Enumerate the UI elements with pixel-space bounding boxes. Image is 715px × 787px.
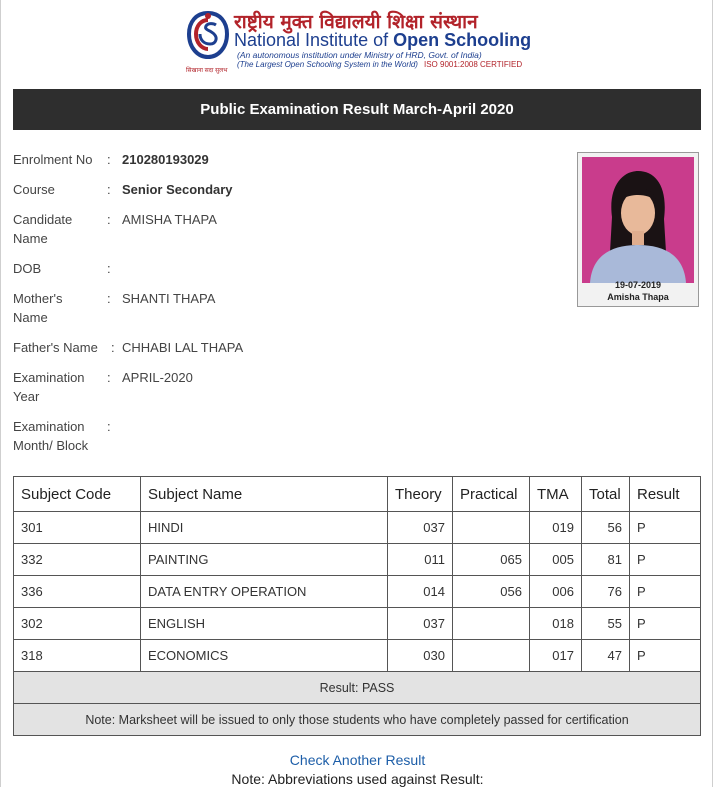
tma-cell: 019 — [530, 512, 582, 544]
iso-certified-text: ISO 9001:2008 CERTIFIED — [423, 60, 523, 69]
logo-subtitle-2-text: (The Largest Open Schooling System in the World) — [237, 60, 418, 69]
result-cell: P — [630, 512, 701, 544]
photo-date: 19-07-2019 — [614, 280, 662, 290]
theory-cell: 030 — [388, 640, 453, 672]
logo-english-bold: Open Schooling — [393, 30, 532, 50]
result-cell: P — [630, 608, 701, 640]
logo-hindi-text: राष्ट्रीय मुक्त विद्यालयी शिक्षा संस्थान — [234, 11, 478, 33]
dob-row — [13, 259, 573, 289]
total-cell: 47 — [582, 640, 630, 672]
practical-cell — [453, 608, 530, 640]
colon: : — [111, 340, 115, 355]
mother-label: Mother's Name — [13, 291, 63, 325]
subject-code-cell: 336 — [14, 576, 141, 608]
logo-english-prefix: National Institute of — [234, 30, 394, 50]
nios-logo — [186, 8, 546, 72]
course-label: Course — [13, 182, 55, 197]
subject-code-cell: 318 — [14, 640, 141, 672]
total-cell: 76 — [582, 576, 630, 608]
exam-year-label: Examination Year — [13, 370, 85, 404]
dob-label: DOB — [13, 261, 42, 276]
table-row — [14, 512, 701, 544]
col-subject-code: Subject Code — [14, 477, 141, 512]
practical-cell: 065 — [453, 544, 530, 576]
table-row — [14, 640, 701, 672]
enrolment-value: 210280193029 — [122, 152, 209, 167]
marksheet-note: Note: Marksheet will be issued to only those students who have completely passed for certification — [14, 704, 701, 736]
tma-cell: 006 — [530, 576, 582, 608]
colon: : — [107, 370, 111, 385]
result-cell: P — [630, 576, 701, 608]
theory-cell: 037 — [388, 512, 453, 544]
colon: : — [107, 261, 111, 276]
enrolment-label: Enrolment No — [13, 152, 93, 167]
nios-emblem-icon — [186, 10, 230, 70]
subject-name-cell: HINDI — [141, 512, 388, 544]
candidate-label: Candidate Name — [13, 212, 73, 246]
mother-row — [13, 289, 573, 338]
colon: : — [107, 182, 111, 197]
candidate-row — [13, 210, 573, 259]
subject-name-cell: ENGLISH — [141, 608, 388, 640]
candidate-value: AMISHA THAPA — [122, 212, 217, 227]
enrolment-row — [13, 150, 573, 180]
total-cell: 55 — [582, 608, 630, 640]
note-row — [14, 704, 701, 736]
tma-cell: 017 — [530, 640, 582, 672]
course-row — [13, 180, 573, 210]
table-row — [14, 576, 701, 608]
photo-image — [582, 157, 694, 283]
course-value: Senior Secondary — [122, 182, 233, 197]
subject-name-cell: ECONOMICS — [141, 640, 388, 672]
table-row — [14, 544, 701, 576]
result-cell: P — [630, 640, 701, 672]
theory-cell: 011 — [388, 544, 453, 576]
logo-subtitle-1: (An autonomous institution under Ministry of HRD, Govt. of India) — [237, 50, 482, 60]
subject-code-cell: 301 — [14, 512, 141, 544]
theory-cell: 014 — [388, 576, 453, 608]
mother-value: SHANTI THAPA — [122, 291, 216, 306]
logo-subtitle-2 — [237, 60, 522, 69]
page-title: Public Examination Result March-April 2020 — [13, 89, 701, 130]
check-another-result-link[interactable]: Check Another Result — [289, 752, 426, 768]
father-value: CHHABI LAL THAPA — [122, 340, 244, 355]
subject-code-cell: 302 — [14, 608, 141, 640]
colon: : — [107, 291, 111, 306]
exam-month-label: Examination Month/ Block — [13, 419, 89, 453]
result-cell: P — [630, 544, 701, 576]
practical-cell: 056 — [453, 576, 530, 608]
total-cell: 56 — [582, 512, 630, 544]
father-label: Father's Name — [13, 340, 98, 355]
col-subject-name: Subject Name — [141, 477, 388, 512]
theory-cell: 037 — [388, 608, 453, 640]
table-header-row — [14, 477, 701, 512]
table-row — [14, 608, 701, 640]
marks-table — [13, 476, 701, 736]
col-tma: TMA — [530, 477, 582, 512]
total-cell: 81 — [582, 544, 630, 576]
col-total: Total — [582, 477, 630, 512]
exam-month-row — [13, 417, 573, 457]
exam-year-row — [13, 368, 573, 417]
subject-code-cell: 332 — [14, 544, 141, 576]
subject-name-cell: PAINTING — [141, 544, 388, 576]
person-silhouette-icon — [582, 157, 694, 283]
father-row — [13, 338, 573, 368]
col-result: Result — [630, 477, 701, 512]
subject-name-cell: DATA ENTRY OPERATION — [141, 576, 388, 608]
col-practical: Practical — [453, 477, 530, 512]
colon: : — [107, 419, 111, 434]
candidate-photo — [577, 152, 699, 307]
tma-cell: 005 — [530, 544, 582, 576]
practical-cell — [453, 640, 530, 672]
emblem-caption: सिखाना सदा सुलभ — [186, 68, 228, 74]
result-summary-row — [14, 672, 701, 704]
exam-year-value: APRIL-2020 — [122, 370, 193, 385]
abbreviations-note: Note: Abbreviations used against Result: — [231, 771, 484, 787]
tma-cell: 018 — [530, 608, 582, 640]
logo-english-text — [234, 30, 531, 51]
result-summary: Result: PASS — [14, 672, 701, 704]
photo-name: Amisha Thapa — [607, 292, 669, 302]
col-theory: Theory — [388, 477, 453, 512]
colon: : — [107, 212, 111, 227]
practical-cell — [453, 512, 530, 544]
colon: : — [107, 152, 111, 167]
